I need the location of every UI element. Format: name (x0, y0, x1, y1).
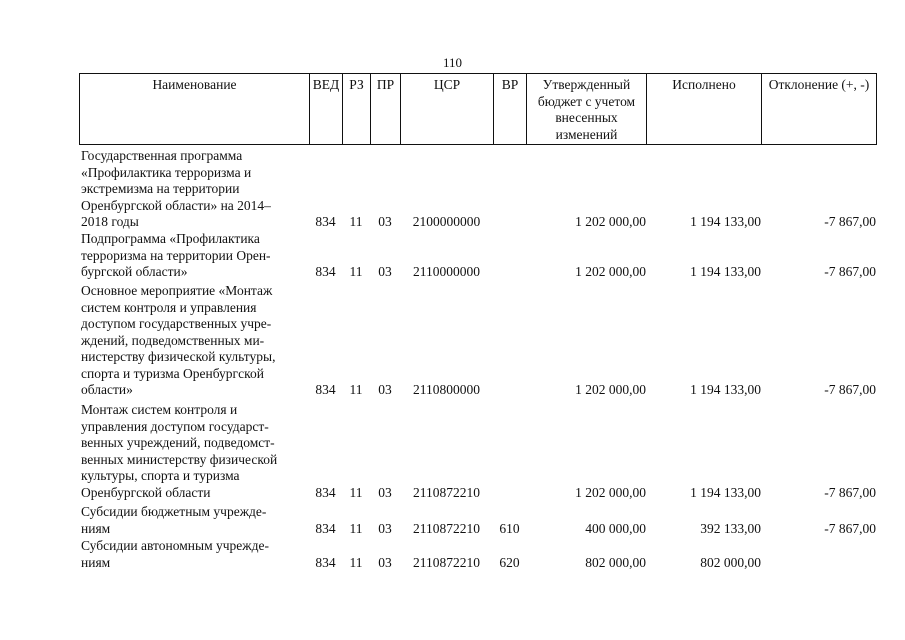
table-row (79, 402, 889, 501)
table-row (79, 283, 889, 399)
page-number: 110 (442, 55, 463, 70)
cell-pr: 03 (378, 214, 392, 229)
cell-pr: 03 (378, 554, 392, 570)
header-ved: ВЕД (310, 74, 343, 145)
cell-ved: 834 (315, 484, 336, 500)
table-row (79, 148, 889, 231)
cell-vr: 620 (499, 554, 520, 570)
table-row (79, 538, 889, 571)
cell-pr: 03 (378, 484, 392, 500)
row-name-line: бургской области» (81, 264, 188, 279)
row-name-line: доступом государственных учре- (81, 316, 272, 331)
header-rz: РЗ (343, 74, 371, 145)
cell-executed: 1 194 133,00 (690, 484, 761, 500)
cell-deviation: -7 867,00 (824, 214, 876, 229)
cell-pr: 03 (378, 382, 392, 397)
header-csr: ЦСР (401, 74, 494, 145)
cell-pr: 03 (378, 520, 392, 536)
cell-executed: 392 133,00 (700, 520, 761, 536)
cell-budget: 1 202 000,00 (575, 264, 646, 279)
cell-rz: 11 (349, 554, 363, 570)
header-deviation: Отклонение (+, -) (762, 74, 877, 145)
row-name-line: 2018 годы (81, 214, 139, 229)
cell-rz: 11 (349, 264, 363, 279)
cell-budget: 1 202 000,00 (575, 484, 646, 500)
header-pr: ПР (371, 74, 401, 145)
cell-ved: 834 (315, 382, 336, 397)
cell-csr: 2110872210 (413, 520, 480, 536)
row-name-line: Основное мероприятие «Монтаж (81, 283, 273, 298)
cell-pr: 03 (378, 264, 392, 279)
row-name-line: ждений, подведомственных ми- (81, 332, 265, 348)
header-name: Наименование (80, 74, 310, 145)
cell-csr: 2100000000 (412, 214, 481, 229)
row-name-line: ниям (81, 554, 111, 570)
row-name-line: венных министерству физической (81, 451, 278, 467)
row-name-line: Оренбургской области» на 2014– (81, 197, 271, 213)
cell-rz: 11 (349, 214, 363, 229)
cell-csr: 2110872210 (413, 554, 480, 570)
cell-ved: 834 (315, 264, 336, 279)
header-budget: Утвержденный бюджет с учетом внесенных изменений (527, 74, 647, 145)
cell-budget: 1 202 000,00 (575, 214, 646, 229)
cell-ved: 834 (315, 554, 336, 570)
cell-budget: 400 000,00 (585, 520, 646, 536)
cell-deviation: -7 867,00 (824, 484, 876, 500)
cell-executed: 802 000,00 (700, 554, 761, 570)
cell-csr: 2110000000 (413, 264, 480, 279)
row-name-line: Государственная программа (81, 148, 243, 163)
cell-rz: 11 (349, 520, 363, 536)
row-name-line: систем контроля и управления (81, 299, 257, 315)
row-name-line: ниям (81, 520, 111, 536)
cell-executed: 1 194 133,00 (690, 382, 761, 397)
cell-ved: 834 (315, 214, 336, 229)
header-executed: Исполнено (647, 74, 762, 145)
cell-rz: 11 (349, 484, 363, 500)
cell-csr: 2110800000 (413, 382, 480, 397)
table-row (79, 231, 889, 281)
row-name-line: «Профилактика терроризма и (81, 164, 252, 180)
row-name-line: нистерству физической культуры, (81, 349, 276, 364)
table-row (79, 504, 889, 537)
row-name-line: управления доступом государст- (81, 418, 269, 434)
cell-vr: 610 (499, 520, 520, 536)
row-name (81, 283, 307, 399)
row-name-line: культуры, спорта и туризма (81, 468, 240, 483)
cell-csr: 2110872210 (413, 484, 480, 500)
row-name-line: спорта и туризма Оренбургской (81, 365, 264, 381)
row-name (81, 231, 307, 281)
cell-deviation: -7 867,00 (824, 382, 876, 397)
row-name-line: венных учреждений, подведомст- (81, 435, 275, 450)
row-name (81, 148, 307, 231)
row-name (81, 402, 307, 501)
cell-executed: 1 194 133,00 (690, 264, 761, 279)
cell-rz: 11 (349, 382, 363, 397)
row-name-line: Монтаж систем контроля и (81, 402, 238, 417)
cell-ved: 834 (315, 520, 336, 536)
cell-deviation: -7 867,00 (824, 264, 876, 279)
row-name-line: Субсидии бюджетным учрежде- (81, 504, 267, 519)
row-name-line: Подпрограмма «Профилактика (81, 231, 260, 246)
table-header (79, 73, 877, 145)
header-vr: ВР (494, 74, 527, 145)
row-name-line: области» (81, 382, 133, 397)
row-name-line: Субсидии автономным учрежде- (81, 538, 269, 553)
row-name-line: терроризма на территории Орен- (81, 247, 271, 263)
cell-budget: 802 000,00 (585, 554, 646, 570)
row-name (81, 504, 307, 537)
cell-budget: 1 202 000,00 (575, 382, 646, 397)
row-name-line: Оренбургской области (81, 484, 211, 500)
row-name-line: экстремизма на территории (81, 181, 240, 196)
cell-deviation: -7 867,00 (824, 520, 876, 536)
cell-executed: 1 194 133,00 (690, 214, 761, 229)
row-name (81, 538, 307, 571)
